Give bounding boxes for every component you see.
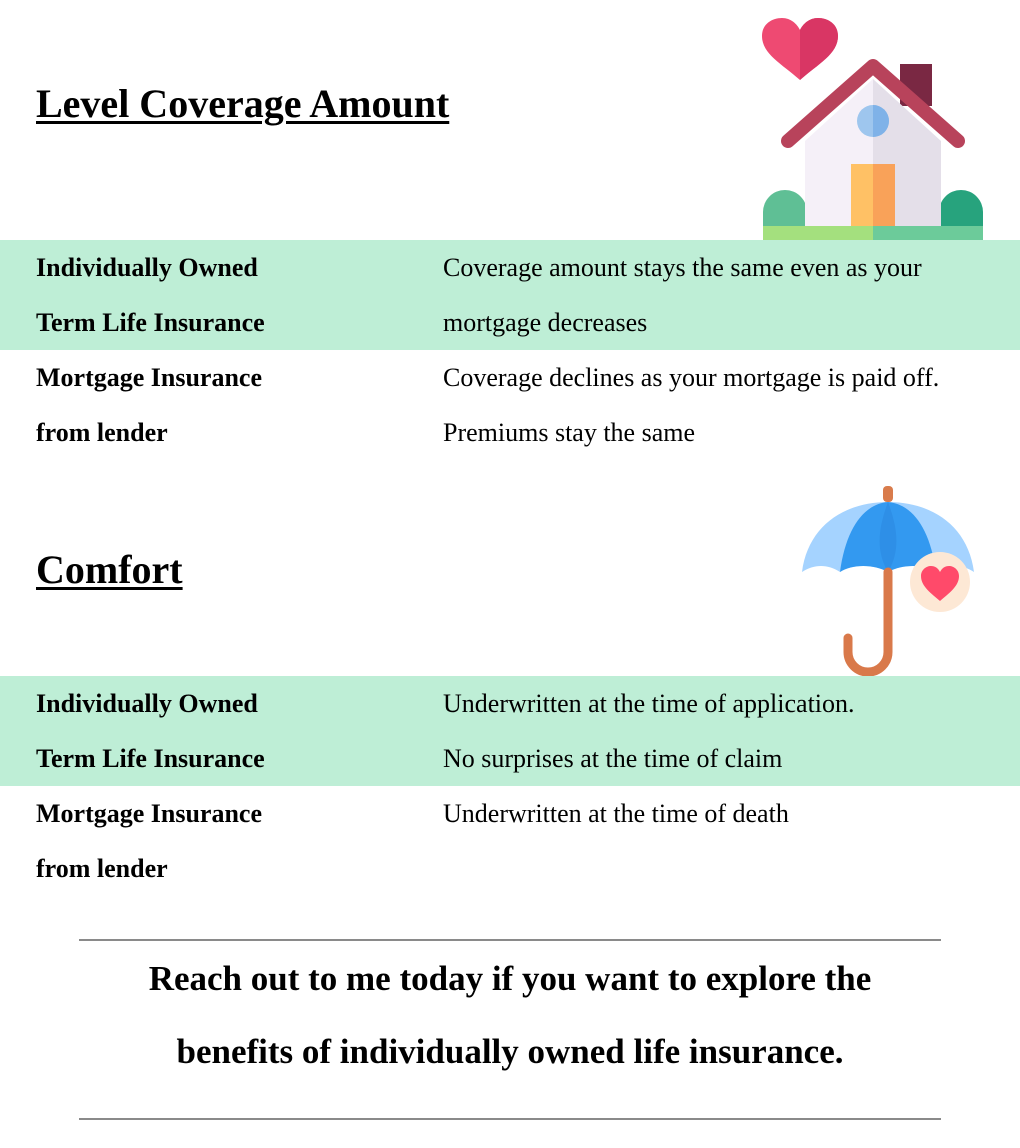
umbrella-with-heart-icon xyxy=(798,484,978,680)
comfort-heading: Comfort xyxy=(36,547,183,592)
comfort-row-lender xyxy=(0,786,1020,896)
top-divider xyxy=(79,939,941,941)
row-label: Individually Owned Term Life Insurance xyxy=(36,253,265,337)
level-coverage-row-lender xyxy=(0,350,1020,460)
row-description-line: Premiums stay the same xyxy=(443,418,696,447)
call-to-action-line: Reach out to me today if you want to explore the xyxy=(148,959,872,998)
house-with-heart-icon xyxy=(760,14,986,240)
call-to-action xyxy=(79,942,941,1088)
comfort-row-individual xyxy=(0,676,1020,786)
row-description-line: No surprises at the time of claim xyxy=(443,744,783,773)
row-description xyxy=(443,240,1003,350)
row-label: Mortgage Insurance from lender xyxy=(36,799,263,883)
row-description-line: Underwritten at the time of application. xyxy=(443,689,855,718)
row-description-line: Coverage declines as your mortgage is paid off. xyxy=(443,363,940,392)
row-label: Individually Owned Term Life Insurance xyxy=(36,689,265,773)
row-description-line: Coverage amount stays the same even as your xyxy=(443,253,922,282)
level-coverage-section xyxy=(0,0,1020,460)
row-description-line: Underwritten at the time of death xyxy=(443,799,789,828)
bottom-divider xyxy=(79,1118,941,1120)
row-description-line: mortgage decreases xyxy=(443,308,648,337)
comfort-section xyxy=(0,460,1020,900)
row-description xyxy=(443,676,1003,786)
row-label: Mortgage Insurance from lender xyxy=(36,363,263,447)
row-description xyxy=(443,350,1003,460)
level-coverage-heading: Level Coverage Amount xyxy=(36,81,450,126)
call-to-action-line: benefits of individually owned life insurance. xyxy=(176,1032,844,1071)
row-description xyxy=(443,786,1003,841)
level-coverage-row-individual xyxy=(0,240,1020,350)
